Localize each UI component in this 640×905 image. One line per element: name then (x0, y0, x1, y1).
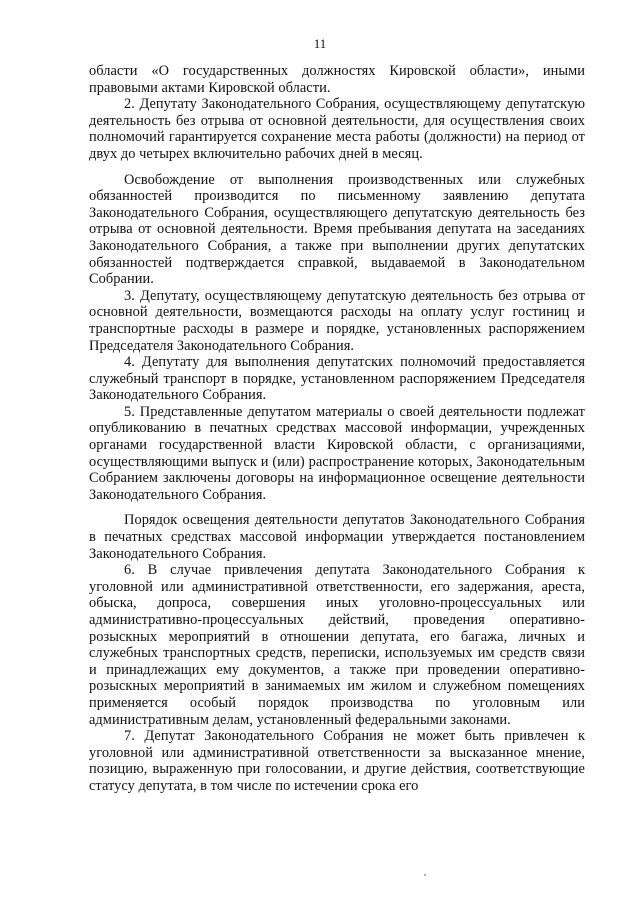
paragraph-item-2: 2. Депутату Законодательного Собрания, осуществляющему депутатскую деятельность без отрыва от основной деятельности, для осуществления своих полномочий гарантируется сохранение места работы (должности) на период от двух до четырех включительно рабочих дней в месяц. (89, 96, 585, 162)
paragraph-item-7: 7. Депутат Законодательного Собрания не может быть привлечен к уголовной или административной ответственности за высказанное мнение, позицию, выраженную при голосовании, и другие действия, соответствующие статусу депутата, в том числе по истечении срока его (89, 728, 585, 794)
paragraph-coverage-order: Порядок освещения деятельности депутатов Законодательного Собрания в печатных средствах массовой информации утверждается постановлением Законодательного Собрания. (89, 512, 585, 562)
paragraph-continuation: области «О государственных должностях Кировской области», иными правовыми актами Кировской области. (89, 63, 585, 96)
document-body (89, 63, 585, 795)
paragraph-item-4: 4. Депутату для выполнения депутатских полномочий предоставляется служебный транспорт в порядке, установленном распоряжением Председателя Законодательного Собрания. (89, 354, 585, 404)
scan-speck (424, 874, 426, 876)
paragraph-item-5: 5. Представленные депутатом материалы о своей деятельности подлежат опубликованию в печатных средствах массовой информации, учрежденных органами государственной власти Кировской области, с организациями, осуществляющими выпуск и (или) распространение которых, Законодательным Собранием заключены договоры на информационное освещение деятельности Законодательного Собрания. (89, 403, 585, 503)
paragraph-exemption: Освобождение от выполнения производственных или служебных обязанностей производится по письменному заявлению депутата Законодательного Собрания, осуществляющего депутатскую деятельность без отрыва от основной деятельности. Время пребывания депутата на заседаниях Законодательного Собрания, а также при выполнении других депутатских обязанностей подтверждается справкой, выдаваемой в Законодательном Собрании. (89, 171, 585, 288)
paragraph-item-6: 6. В случае привлечения депутата Законодательного Собрания к уголовной или административной ответственности, его задержания, ареста, обыска, допроса, совершения иных уголовно-процессуальных или административно-процессуальных действий, проведения оперативно-розыскных мероприятий в отношении депутата, его багажа, личных и служебных транспортных средств, переписки, используемых им средств связи и принадлежащих ему документов, а также при проведении оперативно-розыскных мероприятий в занимаемых им жилом и служебном помещениях применяется особый порядок производства по уголовным или административным делам, установленный федеральными законами. (89, 562, 585, 728)
page-number: 11 (313, 36, 327, 51)
paragraph-item-3: 3. Депутату, осуществляющему депутатскую деятельность без отрыва от основной деятельности, возмещаются расходы на оплату услуг гостиниц и транспортные расходы в размере и порядке, установленных распоряжением Председателя Законодательного Собрания. (89, 287, 585, 354)
